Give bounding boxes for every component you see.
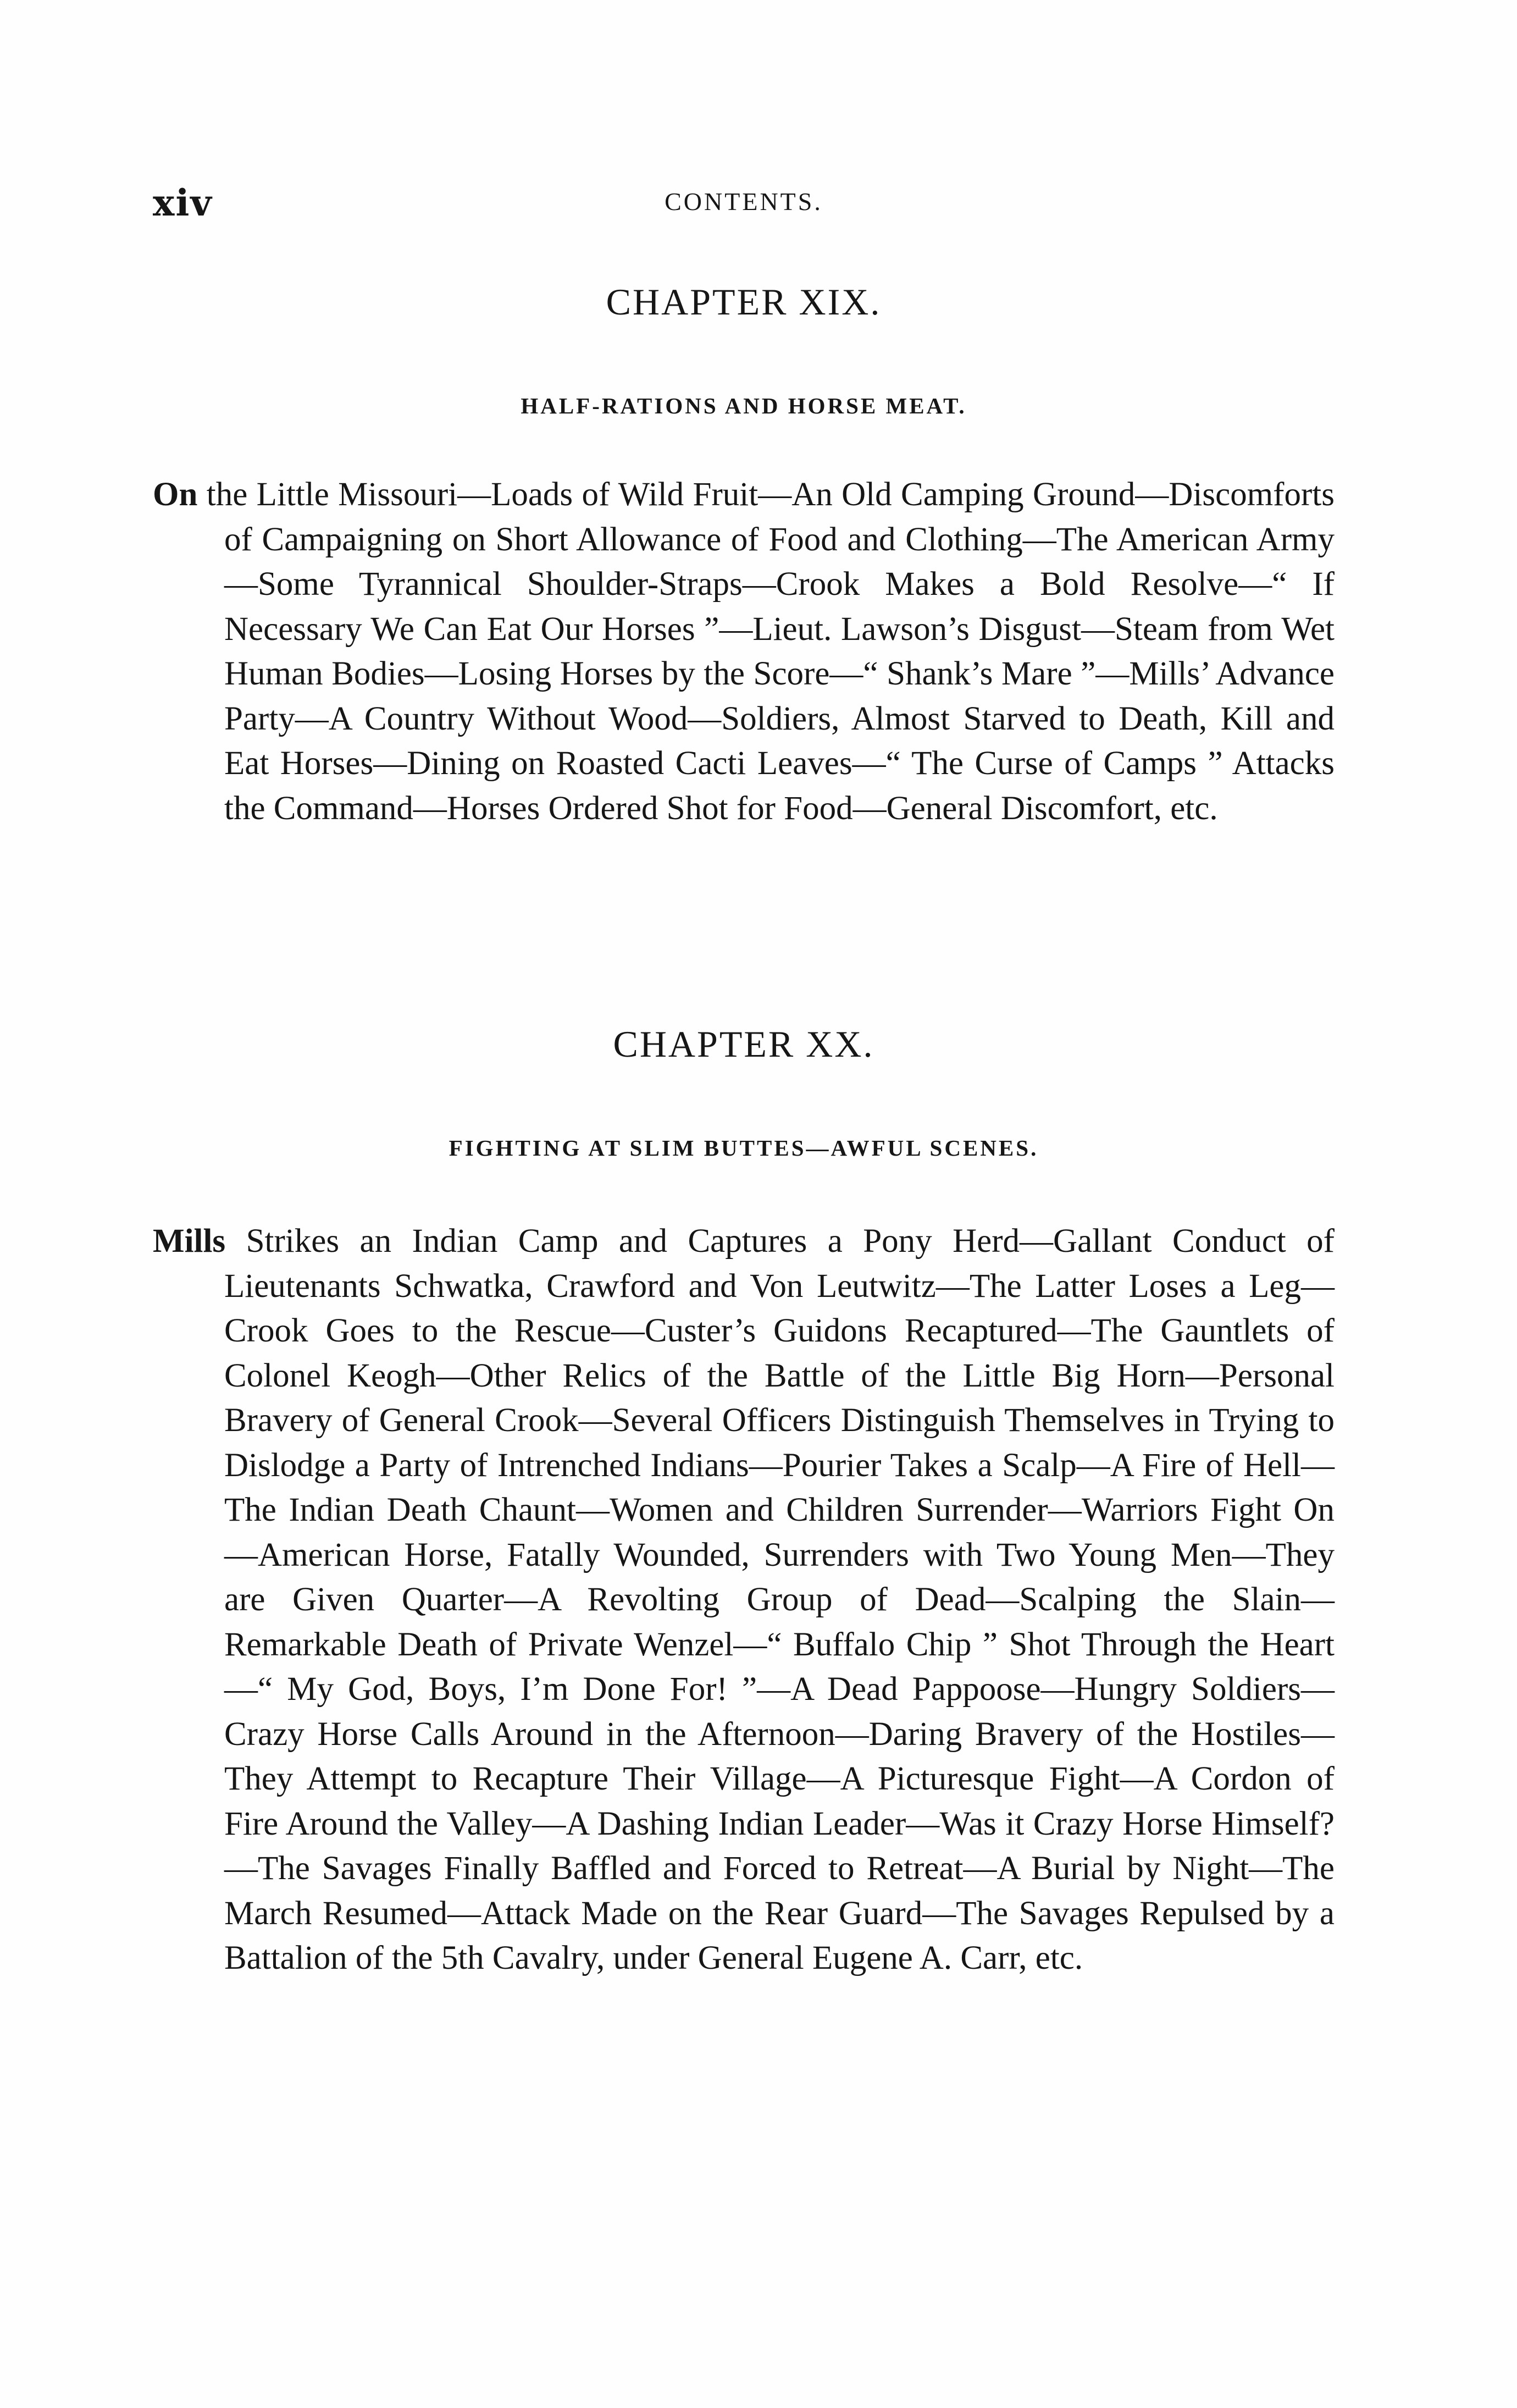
synopsis-lead-word: Mills [153, 1223, 226, 1260]
page-number: xiv [153, 181, 213, 224]
chapter-xix-entry [153, 280, 1335, 831]
chapter-title: HALF-RATIONS AND HORSE MEAT. [521, 393, 967, 418]
chapter-heading: CHAPTER XIX. [606, 281, 882, 323]
synopsis-lead-word: On [153, 476, 198, 513]
running-head [153, 181, 1335, 231]
synopsis-text: the Little Missouri—Loads of Wild Fruit—An Old Camping Ground—Discomforts of Campaigning on Short Allowance of Food and Clothing—The American Army—Some Tyrannical Shoulder-Straps—Crook Makes a Bold Resolve—“ If Necessary We Can Eat Our Horses ”—Lieut. Lawson’s Disgust—Steam from Wet Human Bodies—Losing Horses by the Score—“ Shank’s Mare ”—Mills’ Advance Party—A Country Without Wood—Soldiers, Almost Starved to Death, Kill and Eat Horses—Dining on Roasted Cacti Leaves—“ The Curse of Camps ” Attacks the Command—Horses Ordered Shot for Food—General Discomfort, etc. [197, 476, 1335, 827]
chapter-xx-entry [153, 1023, 1335, 1981]
chapter-synopsis [153, 472, 1335, 831]
running-title: CONTENTS. [665, 187, 823, 216]
chapter-heading: CHAPTER XX. [613, 1023, 874, 1065]
synopsis-text: Strikes an Indian Camp and Captures a Pony Herd—Gallant Conduct of Lieutenants Schwatka, Crawford and Von Leutwitz—The Latter Loses a Leg—Crook Goes to the Rescue—Custer’s Guidons Recaptured—The Gauntlets of Colonel Keogh—Other Relics of the Battle of the Little Big Horn—Personal Bravery of General Crook—Several Officers Distinguish Themselves in Trying to Dislodge a Party of Intrenched Indians—Pourier Takes a Scalp—A Fire of Hell—The Indian Death Chaunt—Women and Children Surrender—Warriors Fight On—American Horse, Fatally Wounded, Surrenders with Two Young Men—They are Given Quarter—A Revolting Group of Dead—Scalping the Slain—Remarkable Death of Private Wenzel—“ Buffalo Chip ” Shot Through the Heart—“ My God, Boys, I’m Done For! ”—A Dead Pappoose—Hungry Soldiers—Crazy Horse Calls Around in the Afternoon—Daring Bravery of the Hostiles—They Attempt to Recapture Their Village—A Picturesque Fight—A Cordon of Fire Around the Valley—A Dashing Indian Leader—Was it Crazy Horse Himself?—The Savages Finally Baffled and Forced to Retreat—A Burial by Night—The March Resumed—Attack Made on the Rear Guard—The Savages Repulsed by a Battalion of the 5th Cavalry, under General Eugene A. Carr, etc. [224, 1223, 1335, 1976]
chapter-synopsis [153, 1219, 1335, 1981]
chapter-title: FIGHTING AT SLIM BUTTES—AWFUL SCENES. [449, 1135, 1039, 1161]
